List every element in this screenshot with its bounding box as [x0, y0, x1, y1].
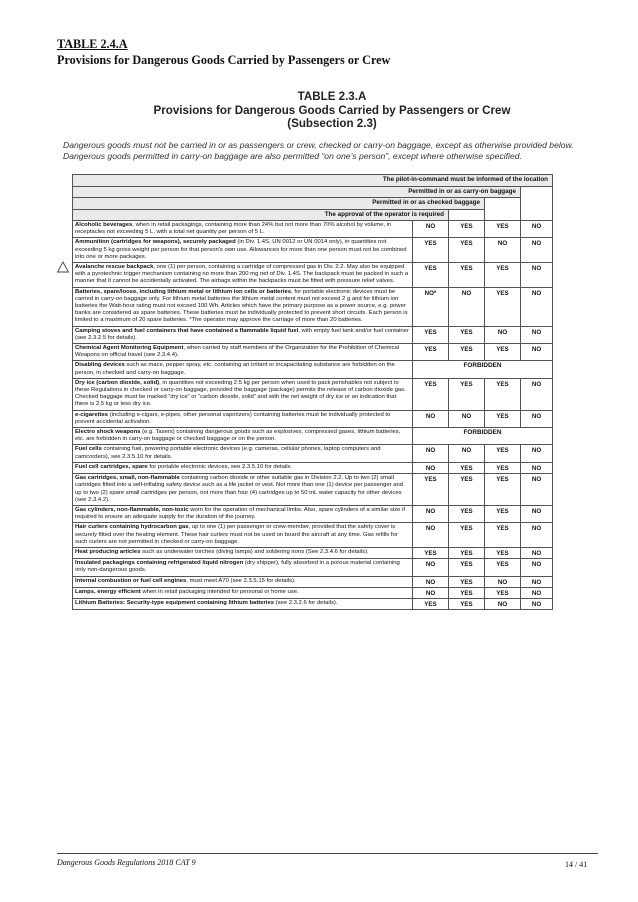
value-cell: YES — [449, 523, 485, 548]
item-name: Electro shock weapons — [75, 429, 141, 436]
value-cell: YES — [449, 238, 485, 263]
item-name: Batteries, spare/loose, including lithium metal or lithium ion cells or batteries — [75, 288, 292, 295]
table-row — [73, 462, 553, 473]
item-name: Gas cartridges, small, non-flammable — [75, 475, 180, 482]
value-cell: YES — [485, 559, 521, 576]
value-cell: YES — [413, 378, 449, 410]
value-cell: NO — [521, 445, 553, 462]
item-text: such as underwater torches (diving lamps) and soldering irons (See 2.3.4.6 for details). — [140, 548, 369, 555]
value-cell: YES — [449, 547, 485, 558]
item-description — [73, 505, 413, 522]
item-name: Gas cylinders, non-flammable, non-toxic — [75, 506, 189, 513]
item-name: Hair curlers containing hydrocarbon gas — [75, 524, 189, 531]
value-cell: NO — [449, 287, 485, 326]
value-cell: NO — [521, 344, 553, 361]
table-row — [73, 287, 553, 326]
value-cell: YES — [449, 559, 485, 576]
table-row — [73, 576, 553, 587]
table-row — [73, 238, 553, 263]
value-cell: NO — [521, 221, 553, 238]
value-cell: NO — [521, 547, 553, 558]
value-cell: YES — [485, 410, 521, 427]
table-row — [73, 598, 553, 609]
value-cell: YES — [485, 378, 521, 410]
value-cell: NO — [521, 326, 553, 343]
item-text: , up to one (1) per passenger or crew-member, provided that the safety cover is securely fitted over the heating element. These hair curlers must not be used on board the aircraft at any time. Gas refills for such curlers are not permitted in checked or carry-on baggage. — [75, 524, 398, 545]
header-row-carry-on — [73, 186, 553, 198]
value-cell: YES — [485, 587, 521, 598]
item-name: Heat producing articles — [75, 548, 141, 555]
scanned-table-image — [57, 90, 607, 162]
forbidden-cell: FORBIDDEN — [413, 361, 553, 378]
value-cell: YES — [485, 287, 521, 326]
item-name: e-cigarettes — [75, 411, 109, 418]
item-description — [73, 378, 413, 410]
item-text: worn for the operation of mechanical limbs. Also, spare cylinders of a similar size if required to ensure an adequate supply for the duration of the journey. — [75, 506, 406, 521]
footer-title: Dangerous Goods Regulations 2018 CAT 9 — [57, 858, 196, 867]
item-description — [73, 361, 413, 378]
value-cell: NO — [521, 378, 553, 410]
item-text: containing carbon dioxide or other suitable gas in Division 2.2. Up to two (2) small cartridges fitted into a self-inflating safety device such as a life jacket or vest. Not more than one (1) device per passenger and up to two (2) spare small cartridges per person, not more than four (4) cartridges up to 50 mL water capacity for other devices (see 2.3.4.2). — [75, 475, 404, 503]
value-cell: NO — [413, 445, 449, 462]
item-name: Lamps, energy efficient — [75, 588, 141, 595]
item-description — [73, 238, 413, 263]
header-row-approval — [73, 209, 553, 221]
value-cell: YES — [485, 474, 521, 506]
value-cell: NO — [521, 559, 553, 576]
value-cell: NO — [413, 505, 449, 522]
value-cell: NO — [521, 587, 553, 598]
value-cell: NO — [521, 238, 553, 263]
value-cell: YES — [413, 326, 449, 343]
page-heading — [57, 36, 597, 68]
item-name: Fuel cells — [75, 446, 102, 453]
value-cell: NO — [413, 523, 449, 548]
item-description — [73, 287, 413, 326]
value-cell: NO — [449, 410, 485, 427]
table-row — [73, 410, 553, 427]
item-description — [73, 428, 413, 445]
table-row — [73, 445, 553, 462]
item-description — [73, 576, 413, 587]
item-description — [73, 263, 413, 288]
value-cell: YES — [449, 378, 485, 410]
table-row — [73, 505, 553, 522]
item-name: Ammunition (cartridges for weapons), securely packaged — [75, 239, 236, 246]
item-text: , with empty fuel tank and/or fuel container (see 2.3.2.5 for details). — [75, 327, 409, 341]
item-name: Avalanche rescue backpack — [75, 264, 154, 271]
value-cell: YES — [449, 576, 485, 587]
header-row-checked — [73, 198, 553, 210]
value-cell: NO — [485, 326, 521, 343]
value-cell: NO — [449, 445, 485, 462]
value-cell: YES — [413, 344, 449, 361]
item-name: Insulated packagings containing refrigerated liquid nitrogen — [75, 560, 244, 567]
item-name: Dry ice (carbon dioxide, solid) — [75, 379, 160, 386]
table-row — [73, 523, 553, 548]
value-cell: YES — [449, 462, 485, 473]
item-text: (in Div. 1.4S, UN 0012 or UN 0014 only), in quantities not exceeding 5 kg gross weight per person for that person's own use. Allowances for more than one person must not be combined into one or more packages. — [75, 239, 407, 260]
item-text: containing fuel, powering portable electronic devices (e.g. cameras, cellular phones, laptop computers and camcorders), see 2.3.5.10 for details. — [75, 446, 381, 460]
warning-triangle-icon — [57, 261, 69, 273]
item-name: Fuel cell cartridges, spare — [75, 463, 148, 470]
table-row — [73, 263, 553, 288]
table-number: TABLE 2.4.A — [57, 37, 128, 51]
table-row — [73, 587, 553, 598]
item-name: Disabling devices — [75, 362, 125, 369]
value-cell: NO — [485, 598, 521, 609]
item-name: Lithium Batteries: Security-type equipment containing lithium batteries — [75, 599, 274, 606]
item-description — [73, 598, 413, 609]
value-cell: NO — [521, 410, 553, 427]
value-cell: NO — [521, 287, 553, 326]
item-name: Chemical Agent Monitoring Equipment — [75, 345, 184, 352]
value-cell: NO — [521, 462, 553, 473]
item-description — [73, 559, 413, 576]
value-cell: NO* — [413, 287, 449, 326]
table-row — [73, 344, 553, 361]
value-cell: YES — [449, 598, 485, 609]
table-row — [73, 428, 553, 445]
header-checked: Permitted in or as checked baggage — [73, 198, 485, 210]
item-description — [73, 344, 413, 361]
item-text: for portable electronic devices, see 2.3.5.10 for details. — [147, 463, 293, 470]
value-cell: YES — [485, 547, 521, 558]
item-name: Internal combustion or fuel cell engines — [75, 577, 187, 584]
item-description — [73, 547, 413, 558]
item-description — [73, 523, 413, 548]
value-cell: YES — [449, 263, 485, 288]
table-row — [73, 474, 553, 506]
header-approval: The approval of the operator is required — [73, 209, 449, 221]
value-cell: YES — [413, 263, 449, 288]
value-cell: YES — [485, 505, 521, 522]
footer-divider — [57, 853, 598, 854]
value-cell: NO — [485, 238, 521, 263]
value-cell: YES — [449, 587, 485, 598]
item-text: , when carried by staff members of the Organization for the Prohibition of Chemical Weapons on official travel (see 2.3.4.4). — [75, 345, 400, 359]
item-description — [73, 221, 413, 238]
item-text: , must meet A70 (see 2.3.5.15 for details). — [186, 577, 296, 584]
item-description — [73, 587, 413, 598]
intro-paragraph: Dangerous goods must not be carried in or as passengers or crew, checked or carry-on baggage, except as otherwise provided below. Dangerous goods permitted in carry-on baggage are also permitted “on one’s person”, except where otherwise specified. — [63, 139, 574, 161]
value-cell: NO — [521, 523, 553, 548]
inner-title — [57, 90, 607, 131]
value-cell: NO — [413, 559, 449, 576]
item-text: , for portable electronic devices must be carried in carry-on baggage only. For lithium metal batteries the lithium metal content must not exceed 2 g and for lithium ion batteries the Watt-hour rating must not exceed 100 Wh. Articles which have the primary purpose as a power source, e.g. power banks are considered as spare batteries. These batteries must be individually protected to prevent short circuits. Each person is limited to a maximum of 20 spare batteries. *The operator may approve the carriage of more than 20 batteries. — [75, 288, 408, 324]
item-text: , one (1) per person, containing a cartridge of compressed gas in Div. 2.2. May also be equipped with a pyrotechnic trigger mechanism containing no more than 200 mg net of Div. 1.4S. The backpack must be packed in such a manner that it cannot be accidentally activated. The airbags within the backpacks must be fitted with pressure relief valves. — [75, 264, 409, 285]
value-cell: YES — [413, 547, 449, 558]
item-description — [73, 462, 413, 473]
value-cell: YES — [449, 344, 485, 361]
value-cell: NO — [413, 221, 449, 238]
item-name: Camping stoves and fuel containers that have contained a flammable liquid fuel — [75, 327, 299, 334]
value-cell: NO — [413, 576, 449, 587]
value-cell: NO — [413, 587, 449, 598]
value-cell: YES — [485, 263, 521, 288]
forbidden-cell: FORBIDDEN — [413, 428, 553, 445]
header-carry-on: Permitted in or as carry-on baggage — [73, 186, 521, 198]
value-cell: YES — [485, 221, 521, 238]
value-cell: NO — [521, 474, 553, 506]
item-description — [73, 326, 413, 343]
item-text: when in retail packaging intended for personal or home use. — [140, 588, 299, 595]
value-cell: NO — [521, 263, 553, 288]
table-row — [73, 221, 553, 238]
item-name: Alcoholic beverages — [75, 222, 133, 228]
item-description — [73, 474, 413, 506]
item-text: such as mace, pepper spray, etc. containing an irritant or incapacitating substance are forbidden on the person, in checked and carry-on baggage. — [75, 362, 395, 376]
value-cell: NO — [413, 462, 449, 473]
table-row — [73, 361, 553, 378]
value-cell: YES — [413, 238, 449, 263]
item-text: (dry shipper), fully absorbed in a porous material containing only non-dangerous goods. — [75, 560, 400, 574]
table-title: Provisions for Dangerous Goods Carried by Passengers or Crew — [57, 53, 391, 67]
header-row-pilot — [73, 175, 553, 187]
value-cell: YES — [449, 474, 485, 506]
item-text: (including e-cigars, e-pipes, other personal vaporizers) containing batteries must be individually protected to prevent accidental activation. — [75, 411, 391, 425]
item-text: , in quantities not exceeding 2.5 kg per person when used to pack perishables not subject to these Regulations in checked or carry-on baggage, provided the baggage (package) permits the release of carbon dioxide gas. Checked baggage must be marked “dry ice” or “carbon dioxide, solid” and with the net weight of dry ice or an indication that there is 2.5 kg or less dry ice. — [75, 379, 406, 408]
item-text: (e.g. Tasers) containing dangerous goods such as explosives, compressed gases, lithium batteries, etc. are forbidden in carry-on baggage or checked baggage or on the person. — [75, 429, 401, 443]
table-row — [73, 547, 553, 558]
inner-title-number: TABLE 2.3.A — [297, 90, 367, 103]
page-number: 14 / 41 — [565, 860, 588, 869]
inner-title-text: Provisions for Dangerous Goods Carried by Passengers or Crew — [153, 103, 511, 117]
table-row — [73, 559, 553, 576]
value-cell: NO — [521, 576, 553, 587]
value-cell: YES — [449, 505, 485, 522]
value-cell: NO — [485, 576, 521, 587]
item-text: , when in retail packagings, containing more than 24% but not more than 70% alcohol by volume, in receptacles not exceeding 5 L, with a total net quantity per person of 5 L. — [75, 222, 392, 236]
value-cell: YES — [413, 598, 449, 609]
table-row — [73, 378, 553, 410]
value-cell: YES — [413, 474, 449, 506]
item-description — [73, 410, 413, 427]
header-pilot: The pilot-in-command must be informed of the location — [73, 175, 553, 187]
inner-title-subsection: (Subsection 2.3) — [287, 117, 377, 130]
provisions-table — [72, 174, 553, 610]
value-cell: NO — [521, 505, 553, 522]
value-cell: YES — [485, 344, 521, 361]
value-cell: NO — [521, 598, 553, 609]
item-text: (see 2.3.2.6 for details). — [274, 599, 338, 606]
value-cell: YES — [485, 445, 521, 462]
value-cell: YES — [449, 326, 485, 343]
value-cell: NO — [413, 410, 449, 427]
value-cell: YES — [485, 523, 521, 548]
value-cell: YES — [449, 221, 485, 238]
item-description — [73, 445, 413, 462]
value-cell: YES — [485, 462, 521, 473]
table-row — [73, 326, 553, 343]
